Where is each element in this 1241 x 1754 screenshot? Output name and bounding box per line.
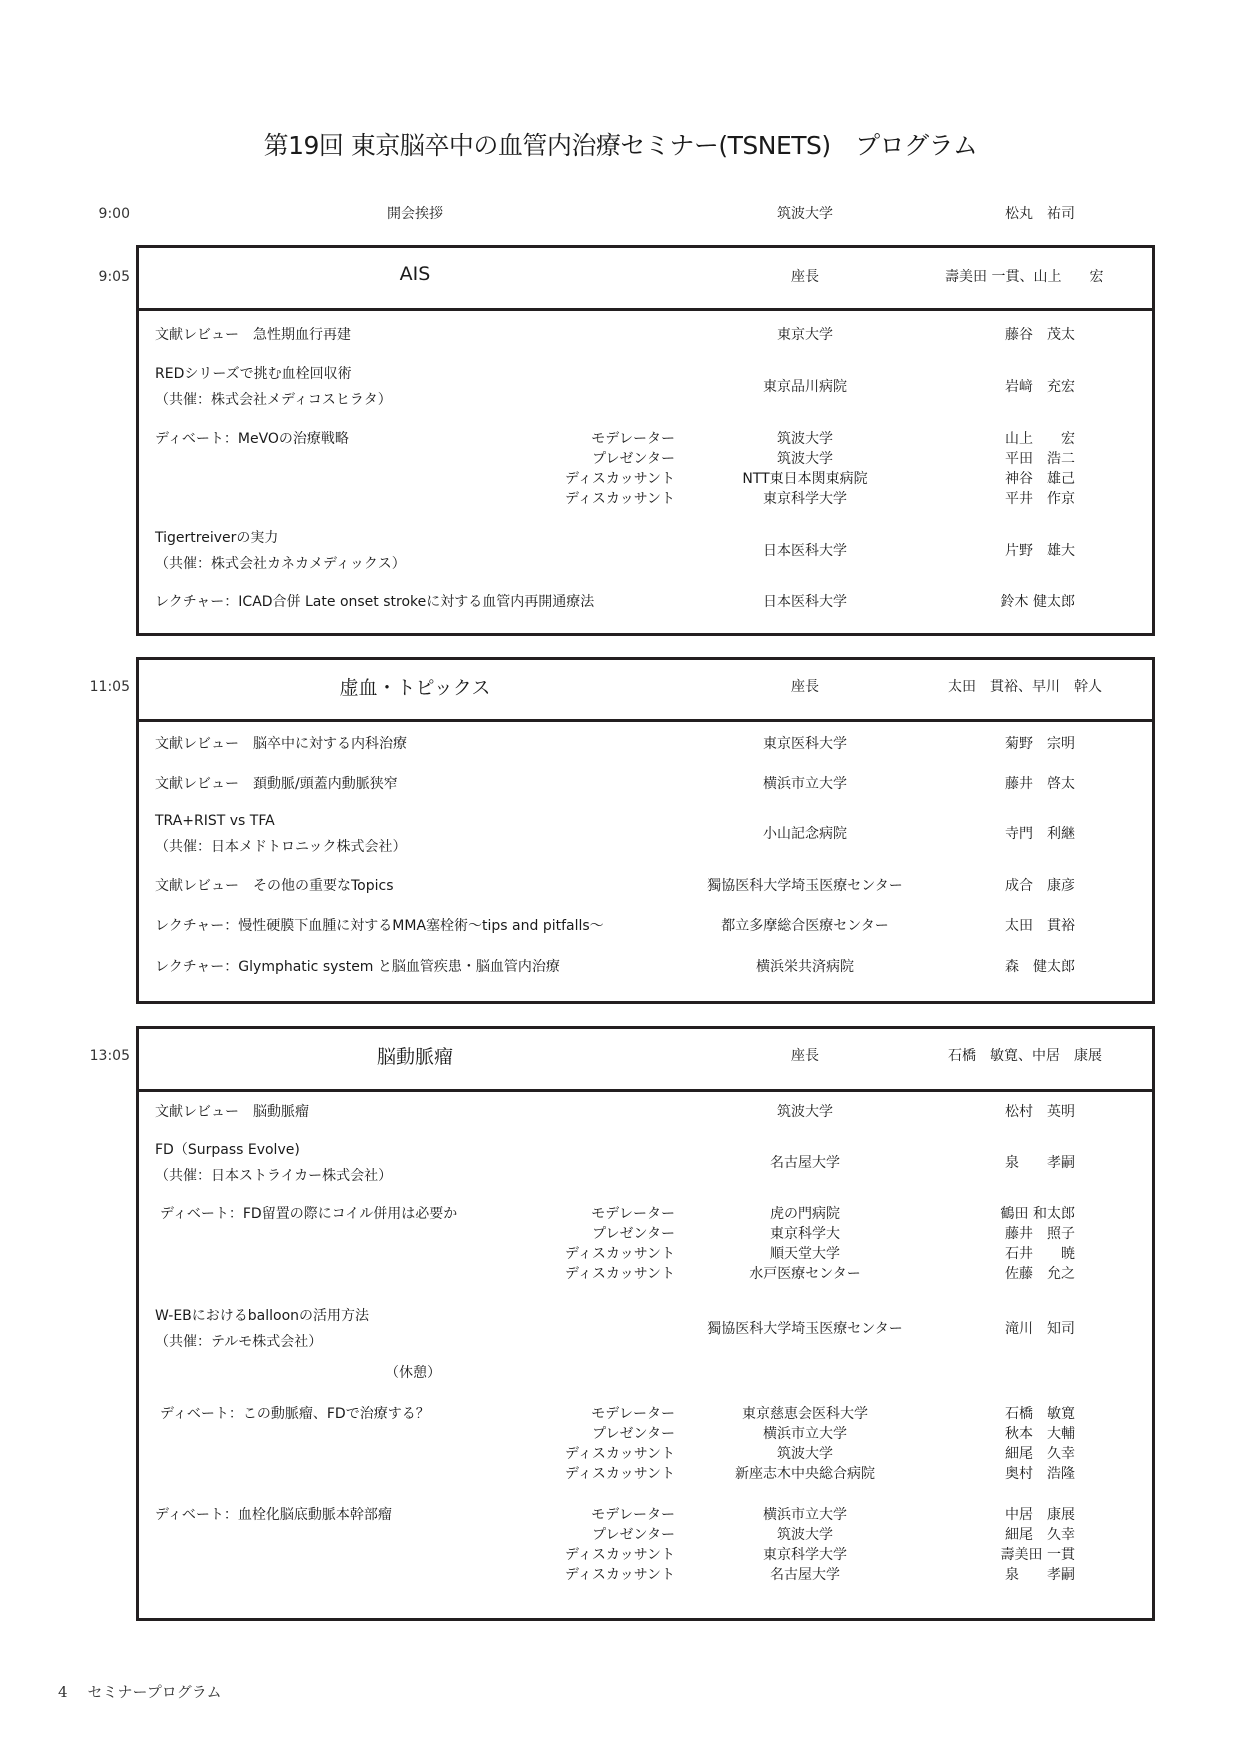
item-title: レクチャー：ICAD合併 Late onset strokeに対する血管内再開通療法 <box>155 594 595 610</box>
panel-institution: 筑波大学 <box>777 451 833 467</box>
item-name: 滝川 知司 <box>1005 1321 1075 1337</box>
item-name: 森 健太郎 <box>1005 959 1075 975</box>
session-chairs: 太田 貫裕、早川 幹人 <box>948 679 1102 695</box>
item-name: 成合 康彦 <box>1005 878 1075 894</box>
chair-label: 座長 <box>791 679 819 695</box>
panel-institution: 名古屋大学 <box>770 1567 840 1583</box>
item-name: 泉 孝嗣 <box>1005 1155 1075 1171</box>
panel-name: 佐藤 允之 <box>1005 1266 1075 1282</box>
item-institution: 日本医科大学 <box>763 594 847 610</box>
panel-role: プレゼンター <box>592 1226 675 1242</box>
item-sponsor: （共催：テルモ株式会社） <box>155 1334 323 1350</box>
panel-institution: 順天堂大学 <box>770 1246 840 1262</box>
panel-name: 石橋 敏寛 <box>1005 1406 1075 1422</box>
panel-name: 奥村 浩隆 <box>1005 1466 1075 1482</box>
item-name: 菊野 宗明 <box>1005 736 1075 752</box>
session-header-divider <box>139 1089 1152 1092</box>
item-name: 太田 貫裕 <box>1005 918 1075 934</box>
item-name: 寺門 利継 <box>1005 826 1075 842</box>
item-title: REDシリーズで挑む血栓回収術 <box>155 366 352 382</box>
item-title: W-EBにおけるballoonの活用方法 <box>155 1308 370 1324</box>
panel-name: 細尾 久幸 <box>1005 1446 1075 1462</box>
item-institution: 東京品川病院 <box>763 379 847 395</box>
panel-name: 壽美田 一貫 <box>1000 1547 1075 1563</box>
panel-role: ディスカッサント <box>564 1246 675 1262</box>
session-chairs: 壽美田 一貫、山上 宏 <box>945 269 1104 285</box>
item-sponsor: （共催：株式会社カネカメディックス） <box>155 556 406 572</box>
panel-role: ディスカッサント <box>564 491 675 507</box>
session-header-divider <box>139 308 1152 311</box>
item-name: 藤井 啓太 <box>1005 776 1075 792</box>
panel-role: ディスカッサント <box>564 1446 675 1462</box>
session-title: 脳動脈瘤 <box>376 1046 453 1068</box>
session-title: AIS <box>399 263 431 285</box>
item-title: レクチャー：慢性硬膜下血腫に対するMMA塞栓術～tips and pitfalls～ <box>155 918 604 934</box>
item-institution: 日本医科大学 <box>763 543 847 559</box>
item-institution: 都立多摩総合医療センター <box>721 918 889 934</box>
panel-institution: 虎の門病院 <box>770 1206 840 1222</box>
chair-label: 座長 <box>791 269 819 285</box>
item-institution: 筑波大学 <box>777 1104 833 1120</box>
item-name: 鈴木 健太郎 <box>1000 594 1075 610</box>
panel-name: 鶴田 和太郎 <box>1000 1206 1075 1222</box>
session-time: 13:05 <box>89 1048 130 1064</box>
item-name: 岩﨑 充宏 <box>1005 379 1075 395</box>
panel-role: ディスカッサント <box>564 1547 675 1563</box>
panel-role: モデレーター <box>591 1507 675 1523</box>
opening-institution: 筑波大学 <box>777 206 833 222</box>
panel-role: ディスカッサント <box>564 1567 675 1583</box>
panel-role: プレゼンター <box>592 1527 675 1543</box>
panel-institution: 横浜市立大学 <box>763 1507 847 1523</box>
item-title: Tigertreiverの実力 <box>155 530 279 546</box>
item-title: レクチャー：Glymphatic system と脳血管疾患・脳血管内治療 <box>155 959 560 975</box>
panel-role: モデレーター <box>591 1406 675 1422</box>
item-institution: 横浜栄共済病院 <box>756 959 854 975</box>
panel-name: 石井 暁 <box>1005 1246 1075 1262</box>
session-header-divider <box>139 719 1152 722</box>
panel-institution: 東京科学大学 <box>763 491 847 507</box>
panel-name: 中居 康展 <box>1005 1507 1075 1523</box>
panel-name: 山上 宏 <box>1005 431 1075 447</box>
item-sponsor: （共催：日本ストライカー株式会社） <box>155 1168 393 1184</box>
panel-name: 神谷 雄己 <box>1005 471 1075 487</box>
page-number: 4 <box>58 1683 68 1701</box>
item-institution: 東京大学 <box>777 327 833 343</box>
item-title: TRA+RIST vs TFA <box>155 813 275 829</box>
item-institution: 小山記念病院 <box>763 826 847 842</box>
panel-name: 藤井 照子 <box>1005 1226 1075 1242</box>
item-title: 文献レビュー 急性期血行再建 <box>155 327 351 343</box>
panel-institution: 水戸医療センター <box>749 1266 861 1282</box>
panel-name: 細尾 久幸 <box>1005 1527 1075 1543</box>
item-sponsor: （共催：株式会社メディコスヒラタ） <box>155 392 392 408</box>
panel-role: プレゼンター <box>592 1426 675 1442</box>
chair-label: 座長 <box>791 1048 819 1064</box>
item-sponsor: （共催：日本メドトロニック株式会社） <box>155 839 407 855</box>
item-title: ディベート：血栓化脳底動脈本幹部瘤 <box>155 1507 392 1523</box>
session-chairs: 石橋 敏寛、中居 康展 <box>948 1048 1102 1064</box>
panel-name: 平田 浩二 <box>1005 451 1075 467</box>
page-title: 第19回 東京脳卒中の血管内治療セミナー(TSNETS) プログラム <box>263 131 978 160</box>
session-title: 虚血・トピックス <box>339 677 491 699</box>
page-footer <box>58 1681 222 1702</box>
panel-role: ディスカッサント <box>564 471 675 487</box>
item-name: 藤谷 茂太 <box>1005 327 1075 343</box>
item-title: 文献レビュー その他の重要なTopics <box>155 878 394 894</box>
panel-institution: 筑波大学 <box>777 1446 833 1462</box>
item-institution: 横浜市立大学 <box>763 776 847 792</box>
panel-institution: 筑波大学 <box>777 1527 833 1543</box>
panel-institution: 横浜市立大学 <box>763 1426 847 1442</box>
opening-time: 9:00 <box>98 206 130 222</box>
item-name: 松村 英明 <box>1005 1104 1075 1120</box>
panel-role: モデレーター <box>591 431 675 447</box>
panel-name: 平井 作京 <box>1005 491 1075 507</box>
panel-role: ディスカッサント <box>564 1466 675 1482</box>
panel-name: 秋本 大輔 <box>1005 1426 1075 1442</box>
panel-institution: 東京慈恵会医科大学 <box>742 1406 868 1422</box>
panel-name: 泉 孝嗣 <box>1005 1567 1075 1583</box>
break-label: （休憩） <box>385 1365 441 1381</box>
item-title: ディベート：FD留置の際にコイル併用は必要か <box>160 1206 458 1222</box>
opening-label: 開会挨拶 <box>387 206 443 222</box>
panel-role: プレゼンター <box>592 451 675 467</box>
item-institution: 東京医科大学 <box>763 736 847 752</box>
session-time: 11:05 <box>89 679 130 695</box>
panel-role: ディスカッサント <box>564 1266 675 1282</box>
panel-institution: 新座志木中央総合病院 <box>735 1466 875 1482</box>
item-institution: 獨協医科大学埼玉医療センター <box>707 878 903 894</box>
panel-institution: 東京科学大 <box>770 1226 840 1242</box>
item-institution: 名古屋大学 <box>770 1155 840 1171</box>
panel-institution: 東京科学大学 <box>763 1547 847 1563</box>
item-title: 文献レビュー 脳卒中に対する内科治療 <box>155 736 407 752</box>
item-name: 片野 雄大 <box>1005 543 1075 559</box>
item-title: 文献レビュー 脳動脈瘤 <box>155 1104 309 1120</box>
panel-role: モデレーター <box>591 1206 675 1222</box>
item-title: 文献レビュー 頚動脈/頭蓋内動脈狭窄 <box>155 776 398 792</box>
item-title: ディベート：この動脈瘤、FDで治療する？ <box>160 1406 430 1422</box>
panel-institution: NTT東日本関東病院 <box>742 471 868 487</box>
item-title: FD（Surpass Evolve) <box>155 1142 300 1158</box>
item-institution: 獨協医科大学埼玉医療センター <box>707 1321 903 1337</box>
item-title: ディベート：MeVOの治療戦略 <box>155 431 349 447</box>
panel-institution: 筑波大学 <box>777 431 833 447</box>
opening-name: 松丸 祐司 <box>1005 206 1075 222</box>
footer-label: セミナープログラム <box>87 1683 222 1701</box>
session-time: 9:05 <box>98 269 130 285</box>
